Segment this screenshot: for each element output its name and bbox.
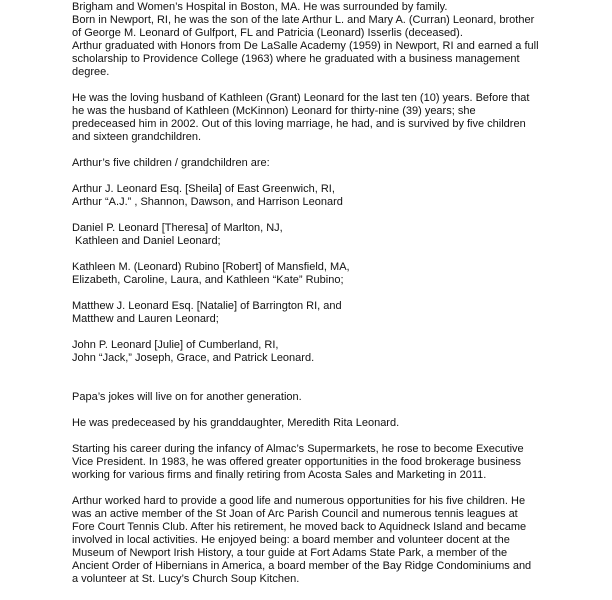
blank-line bbox=[72, 144, 602, 157]
blank-line bbox=[72, 326, 602, 339]
blank-line bbox=[72, 248, 602, 261]
blank-line bbox=[72, 170, 602, 183]
paragraph-predeceased: He was predeceased by his granddaughter, Meredith Rita Leonard. bbox=[72, 417, 400, 429]
text-line: Starting his career during the infancy of Almac’s Supermarkets, he rose to become Executive bbox=[72, 443, 524, 455]
children-heading: Arthur’s five children / grandchildren are: bbox=[72, 157, 270, 169]
child-entry bbox=[72, 300, 602, 326]
text-line: was an active member of the St Joan of Arc Parish Council and numerous tennis leagues at bbox=[72, 508, 518, 520]
text-line: involved in local activities. He enjoyed being: a board member and volunteer docent at the bbox=[72, 534, 510, 546]
paragraph-career bbox=[72, 443, 602, 482]
blank-line bbox=[72, 365, 602, 378]
blank-line bbox=[72, 79, 602, 92]
text-line: and sixteen grandchildren. bbox=[72, 131, 202, 143]
blank-line bbox=[72, 430, 602, 443]
child-name: Matthew J. Leonard Esq. [Natalie] of Barrington RI, and bbox=[72, 300, 342, 312]
paragraph-jokes: Papa’s jokes will live on for another generation. bbox=[72, 391, 302, 403]
child-entry bbox=[72, 222, 602, 248]
child-name: John P. Leonard [Julie] of Cumberland, RI, bbox=[72, 339, 279, 351]
text-line: Vice President. In 1983, he was offered greater opportunities in the food brokerage business bbox=[72, 456, 522, 468]
grandchildren-names: Kathleen and Daniel Leonard; bbox=[72, 235, 221, 247]
text-line: Museum of Newport Irish History, a tour guide at Fort Adams State Park, a member of the bbox=[72, 547, 508, 559]
text-line: predeceased him in 2002. Out of this loving marriage, he had, and is survived by five children bbox=[72, 118, 526, 130]
text-line: Born in Newport, RI, he was the son of the late Arthur L. and Mary A. (Curran) Leonard, brother bbox=[72, 14, 535, 26]
child-name: Arthur J. Leonard Esq. [Sheila] of East Greenwich, RI, bbox=[72, 183, 335, 195]
text-line: Arthur graduated with Honors from De LaSalle Academy (1959) in Newport, RI and earned a full bbox=[72, 40, 539, 52]
text-line: degree. bbox=[72, 66, 110, 78]
blank-line bbox=[72, 378, 602, 391]
text-line: Arthur worked hard to provide a good life and numerous opportunities for his five children. He bbox=[72, 495, 526, 507]
grandchildren-names: Arthur “A.J.” , Shannon, Dawson, and Harrison Leonard bbox=[72, 196, 343, 208]
text-line: Brigham and Women’s Hospital in Boston, MA. He was surrounded by family. bbox=[72, 1, 448, 13]
paragraph-intro bbox=[72, 1, 602, 79]
child-entry bbox=[72, 261, 602, 287]
text-line: working for various firms and finally retiring from Acosta Sales and Marketing in 2011. bbox=[72, 469, 487, 481]
child-entry bbox=[72, 339, 602, 365]
child-entry bbox=[72, 183, 602, 209]
text-line: he was the husband of Kathleen (McKinnon) Leonard for thirty-nine (39) years; she bbox=[72, 105, 476, 117]
text-line: scholarship to Providence College (1963) where he graduated with a business management bbox=[72, 53, 520, 65]
text-line: a volunteer at St. Lucy’s Church Soup Kitchen. bbox=[72, 573, 300, 585]
child-name: Kathleen M. (Leonard) Rubino [Robert] of Mansfield, MA, bbox=[72, 261, 350, 273]
text-line: Fore Court Tennis Club. After his retirement, he moved back to Aquidneck Island and became bbox=[72, 521, 527, 533]
child-name: Daniel P. Leonard [Theresa] of Marlton, NJ, bbox=[72, 222, 283, 234]
grandchildren-names: John “Jack,” Joseph, Grace, and Patrick Leonard. bbox=[72, 352, 315, 364]
paragraph-marriage bbox=[72, 92, 602, 144]
obituary-document bbox=[72, 1, 602, 586]
grandchildren-names: Matthew and Lauren Leonard; bbox=[72, 313, 219, 325]
blank-line bbox=[72, 404, 602, 417]
text-line: He was the loving husband of Kathleen (Grant) Leonard for the last ten (10) years. Before that bbox=[72, 92, 530, 104]
text-line: Ancient Order of Hibernians in America, a board member of the Bay Ridge Condominiums and bbox=[72, 560, 532, 572]
grandchildren-names: Elizabeth, Caroline, Laura, and Kathleen “Kate” Rubino; bbox=[72, 274, 344, 286]
text-line: of George M. Leonard of Gulfport, FL and Patricia (Leonard) Isserlis (deceased). bbox=[72, 27, 463, 39]
blank-line bbox=[72, 482, 602, 495]
paragraph-activities bbox=[72, 495, 602, 586]
blank-line bbox=[72, 287, 602, 300]
blank-line bbox=[72, 209, 602, 222]
